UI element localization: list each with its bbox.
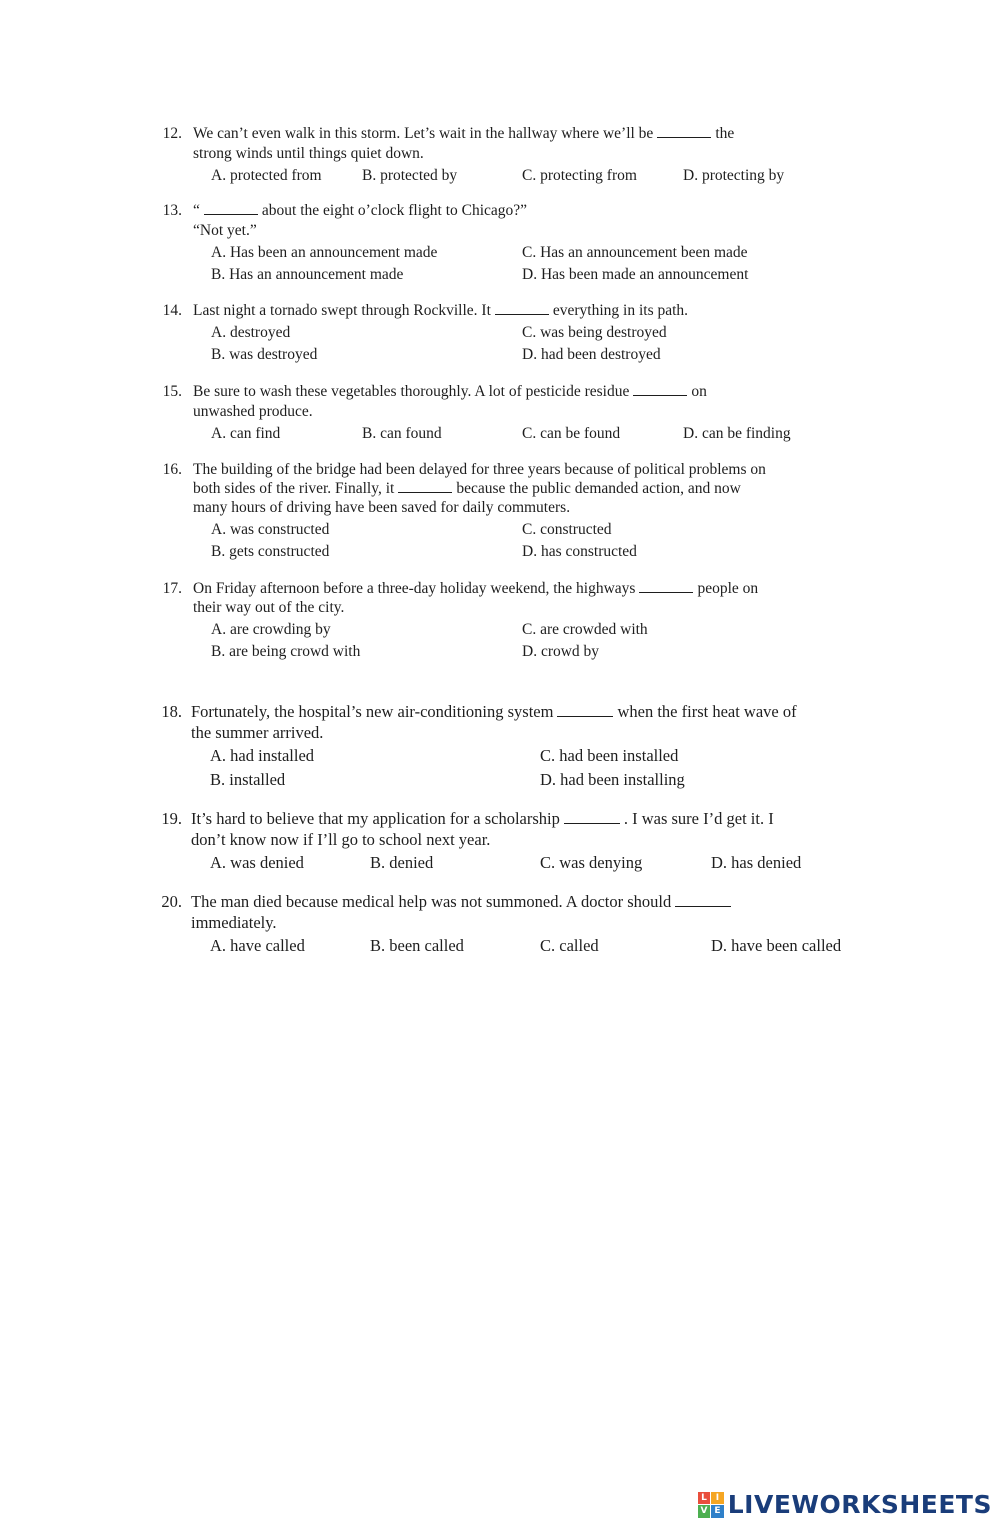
option-d[interactable]: D. crowd by: [522, 643, 600, 660]
answer-blank: [639, 581, 693, 593]
question-stem: The building of the bridge had been delayed for three years because of political problems on: [193, 461, 766, 478]
answer-blank: [495, 303, 549, 315]
option-b[interactable]: B. was destroyed: [211, 346, 318, 363]
logo-letter: V: [698, 1505, 711, 1518]
answer-blank: [557, 705, 613, 717]
question-stem-line: the summer arrived.: [191, 723, 324, 742]
question-stem-line: immediately.: [191, 913, 277, 932]
option-c[interactable]: C. constructed: [522, 521, 612, 538]
option-c[interactable]: C. had been installed: [540, 746, 679, 765]
answer-blank: [633, 384, 687, 396]
answer-blank: [657, 126, 711, 138]
option-b[interactable]: B. denied: [370, 853, 434, 872]
option-b[interactable]: B. gets constructed: [211, 543, 330, 560]
question-stem: We can’t even walk in this storm. Let’s wait in the hallway where we’ll be the: [193, 125, 735, 142]
question-stem: Fortunately, the hospital’s new air-conditioning system when the first heat wave of: [191, 702, 797, 721]
option-c[interactable]: C. Has an announcement been made: [522, 244, 748, 261]
option-c[interactable]: C. can be found: [522, 425, 621, 442]
question-stem: “ about the eight o’clock flight to Chicago?”: [193, 202, 528, 219]
question-number: 14.: [162, 302, 182, 319]
question-number: 12.: [162, 125, 182, 142]
question-stem-line: strong winds until things quiet down.: [193, 145, 424, 162]
option-a[interactable]: A. can find: [211, 425, 281, 442]
option-d[interactable]: D. has constructed: [522, 543, 637, 560]
option-d[interactable]: D. had been installing: [540, 770, 685, 789]
logo-letter: I: [711, 1492, 724, 1505]
option-b[interactable]: B. been called: [370, 936, 464, 955]
logo-letter: E: [711, 1505, 724, 1518]
question-stem-line: unwashed produce.: [193, 403, 313, 420]
answer-blank: [675, 895, 731, 907]
option-d[interactable]: D. protecting by: [683, 167, 785, 184]
question-stem: Be sure to wash these vegetables thoroughly. A lot of pesticide residue on: [193, 383, 707, 400]
liveworksheets-logo: [698, 1490, 992, 1519]
answer-blank: [398, 481, 452, 493]
brand-name: LIVEWORKSHEETS: [727, 1490, 992, 1519]
question-number: 18.: [161, 702, 182, 721]
option-c[interactable]: C. are crowded with: [522, 621, 648, 638]
option-b[interactable]: B. Has an announcement made: [211, 266, 404, 283]
option-b[interactable]: B. are being crowd with: [211, 643, 361, 660]
question-stem: The man died because medical help was not summoned. A doctor should: [191, 891, 735, 912]
question-stem-line: both sides of the river. Finally, it because the public demanded action, and now: [193, 480, 741, 497]
option-d[interactable]: D. has denied: [711, 853, 802, 872]
option-a[interactable]: A. Has been an announcement made: [211, 244, 438, 261]
option-a[interactable]: A. was denied: [210, 853, 304, 872]
question-number: 15.: [162, 383, 182, 400]
logo-icon: [698, 1492, 724, 1518]
question-number: 17.: [162, 580, 182, 597]
option-a[interactable]: A. destroyed: [211, 324, 291, 341]
question-stem: On Friday afternoon before a three-day holiday weekend, the highways people on: [193, 580, 759, 597]
option-a[interactable]: A. have called: [210, 936, 305, 955]
option-c[interactable]: C. protecting from: [522, 167, 637, 184]
option-d[interactable]: D. can be finding: [683, 425, 791, 442]
option-d[interactable]: D. have been called: [711, 936, 842, 955]
option-a[interactable]: A. protected from: [211, 167, 322, 184]
option-b[interactable]: B. can found: [362, 425, 442, 442]
question-stem-line: their way out of the city.: [193, 599, 345, 616]
logo-letter: L: [698, 1492, 711, 1505]
answer-blank: [564, 812, 620, 824]
option-d[interactable]: D. Has been made an announcement: [522, 266, 749, 283]
question-stem: Last night a tornado swept through Rockville. It everything in its path.: [193, 302, 689, 319]
question-stem-line: “Not yet.”: [193, 222, 257, 239]
question-number: 20.: [161, 892, 182, 911]
option-b[interactable]: B. protected by: [362, 167, 458, 184]
option-a[interactable]: A. are crowding by: [211, 621, 331, 638]
option-a[interactable]: A. was constructed: [211, 521, 330, 538]
question-number: 16.: [162, 461, 182, 478]
question-stem-line: don’t know now if I’ll go to school next year.: [191, 830, 491, 849]
option-a[interactable]: A. had installed: [210, 746, 315, 765]
option-c[interactable]: C. was being destroyed: [522, 324, 667, 341]
question-number: 13.: [162, 202, 182, 219]
option-b[interactable]: B. installed: [210, 770, 286, 789]
option-d[interactable]: D. had been destroyed: [522, 346, 661, 363]
option-c[interactable]: C. called: [540, 936, 599, 955]
answer-blank: [204, 203, 258, 215]
question-stem: It’s hard to believe that my application for a scholarship . I was sure I’d get it. I: [191, 809, 774, 828]
question-number: 19.: [161, 809, 182, 828]
question-stem-line: many hours of driving have been saved for daily commuters.: [193, 499, 571, 516]
option-c[interactable]: C. was denying: [540, 853, 643, 872]
